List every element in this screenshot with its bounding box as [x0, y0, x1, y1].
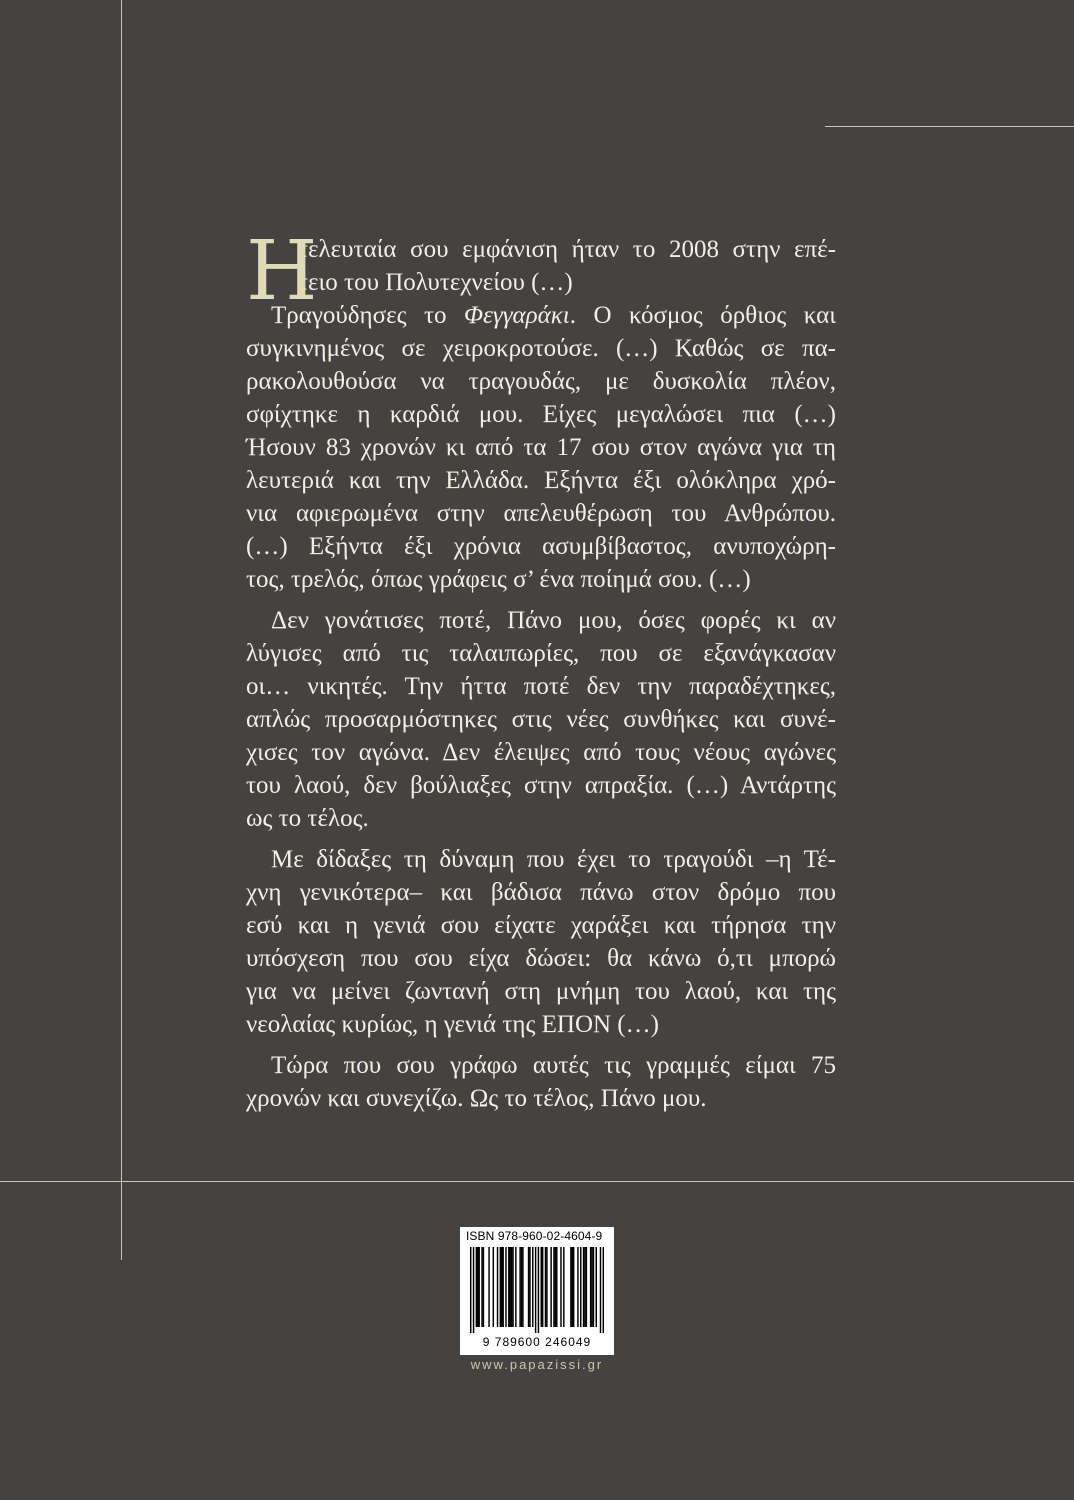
- barcode-bar: [522, 1247, 523, 1327]
- barcode-bar: [570, 1247, 571, 1327]
- barcode-bar: [596, 1247, 597, 1327]
- barcode-bar: [542, 1247, 543, 1327]
- barcode-bar: [560, 1247, 561, 1327]
- barcode-bar: [573, 1247, 574, 1327]
- text-line: νεολαίας κυρίως, η γενιά της ΕΠΟΝ (…): [246, 1011, 659, 1038]
- barcode-bar: [586, 1247, 587, 1327]
- barcode-bar: [476, 1247, 477, 1327]
- barcode-bar: [488, 1247, 489, 1327]
- barcode-bar: [508, 1247, 509, 1327]
- drop-cap: Η: [246, 224, 318, 319]
- barcode-bar: [477, 1247, 478, 1327]
- text-line: χνη γενικότερα– και βάδισα πάνω στον δρόμο που: [246, 879, 836, 906]
- text-line: απλώς προσαρμόστηκες στις νέες συνθήκες και συνέ-: [246, 706, 836, 733]
- text-line: τος, τρελός, όπως γράφεις σ’ ένα ποίημά σου. (…): [246, 566, 751, 593]
- barcode-bar: [580, 1247, 581, 1327]
- barcode-bar: [591, 1247, 592, 1327]
- barcode-bar: [473, 1247, 474, 1333]
- barcode-bar: [500, 1247, 501, 1327]
- barcode-bar: [546, 1247, 547, 1327]
- barcode-bar: [521, 1247, 522, 1327]
- paragraph-3: [246, 604, 836, 835]
- text-line: [246, 299, 836, 332]
- text-line: σφίχτηκε η καρδιά μου. Είχες μεγαλώσει πια (…): [246, 401, 836, 428]
- text-line: συγκινημένος σε χειροκροτούσε. (…) Καθώς σε πα-: [246, 335, 836, 362]
- bottom-rule: [0, 1181, 1074, 1182]
- barcode-bar: [541, 1247, 542, 1327]
- text-line: Ήσουν 83 χρονών κι από τα 17 σου στον αγώνα για τη: [246, 434, 836, 461]
- barcode-bar: [501, 1247, 502, 1327]
- barcode-bar: [563, 1247, 564, 1327]
- text-line: τελευταία σου εμφάνιση ήταν το 2008 στην επέ-: [298, 236, 836, 263]
- barcode-bar: [515, 1247, 516, 1327]
- barcode-icon: [470, 1247, 604, 1333]
- barcode-bar: [553, 1247, 554, 1327]
- barcode-bar: [497, 1247, 498, 1327]
- barcode-bar: [590, 1247, 591, 1327]
- barcode-bar: [572, 1247, 573, 1327]
- barcode-bar: [528, 1247, 529, 1327]
- text-line: ρακολουθούσα να τραγουδάς, με δυσκολία πλέον,: [246, 368, 836, 395]
- text-line: χρονών και συνεχίζω. Ως το τέλος, Πάνο μου.: [246, 1085, 707, 1112]
- text-line: ως το τέλος.: [246, 805, 369, 832]
- text-line: Τώρα που σου γράφω αυτές τις γραμμές είμαι 75: [271, 1052, 836, 1079]
- barcode-bar: [532, 1247, 533, 1327]
- text-line: λευτεριά και την Ελλάδα. Εξήντα έξι ολόκληρα χρό-: [246, 467, 836, 494]
- barcode-box: [460, 1227, 614, 1355]
- paragraph-5: [246, 1049, 836, 1115]
- text-line: νια αφιερωμένα στην απελευθέρωση του Ανθρώπου.: [246, 500, 836, 527]
- barcode-bar: [512, 1247, 513, 1327]
- barcode-bar: [481, 1247, 482, 1327]
- isbn-label: ISBN 978-960-02-4604-9: [466, 1229, 603, 1243]
- text-line: Δεν γονάτισες ποτέ, Πάνο μου, όσες φορές κι αν: [271, 607, 836, 634]
- barcode-bar: [603, 1247, 604, 1333]
- barcode-bar: [538, 1247, 539, 1333]
- text-run: Τραγούδησες το: [271, 302, 464, 329]
- barcode-bar: [483, 1247, 484, 1327]
- text-line: χισες τον αγώνα. Δεν έλειψες από τους νέους αγώνες: [246, 739, 836, 766]
- text-line: εσύ και η γενιά σου είχατε χαράξει και τήρησα την: [246, 912, 836, 939]
- barcode-bar: [505, 1247, 506, 1327]
- text-line: (…) Εξήντα έξι χρόνια ασυμβίβαστος, ανυποχώρη-: [246, 533, 836, 560]
- paragraph-2: [246, 299, 836, 596]
- barcode-bar: [502, 1247, 503, 1327]
- barcode-bar: [583, 1247, 584, 1327]
- body-text: [246, 224, 836, 1115]
- text-line: τειο του Πολυτεχνείου (…): [298, 269, 573, 296]
- text-line: του λαού, δεν βούλιαξες στην απραξία. (…) Αντάρτης: [246, 772, 836, 799]
- barcode-bar: [511, 1247, 512, 1327]
- song-title: Φεγγαράκι: [463, 302, 570, 329]
- barcode-bar: [493, 1247, 494, 1327]
- barcode-digits: 9 789600 246049: [482, 1335, 592, 1349]
- text-line: για να μείνει ζωντανή στη μνήμη του λαού, και της: [246, 978, 836, 1005]
- barcode-bar: [535, 1247, 536, 1333]
- text-line: οι… νικητές. Την ήττα ποτέ δεν την παραδέχτηκες,: [246, 673, 836, 700]
- paragraph-4: [246, 843, 836, 1041]
- top-right-rule: [825, 126, 1074, 127]
- barcode-bar: [555, 1247, 556, 1327]
- text-line: Με δίδαξες τη δύναμη που έχει το τραγούδι –η Τέ-: [271, 846, 836, 873]
- text-line: λύγισες από τις ταλαιπωρίες, που σε εξανάγκασαν: [246, 640, 836, 667]
- vertical-rule: [121, 0, 122, 1260]
- barcode-bar: [519, 1247, 520, 1327]
- barcode-bar: [509, 1247, 510, 1327]
- barcode-bar: [577, 1247, 578, 1327]
- barcode-bar: [478, 1247, 479, 1327]
- barcode-bar: [470, 1247, 471, 1333]
- barcode-bar: [593, 1247, 594, 1327]
- barcode-bar: [550, 1247, 551, 1327]
- barcode-bar: [584, 1247, 585, 1327]
- publisher-website: www.papazissi.gr: [470, 1357, 604, 1372]
- text-line: υπόσχεση που σου είχα δώσει: θα κάνω ό,τι μπορώ: [246, 945, 836, 972]
- text-run: . Ο κόσμος όρθιος και: [569, 302, 836, 329]
- barcode-bar: [529, 1247, 530, 1327]
- barcode-bar: [556, 1247, 557, 1327]
- barcode-bar: [545, 1247, 546, 1327]
- barcode-bar: [600, 1247, 601, 1333]
